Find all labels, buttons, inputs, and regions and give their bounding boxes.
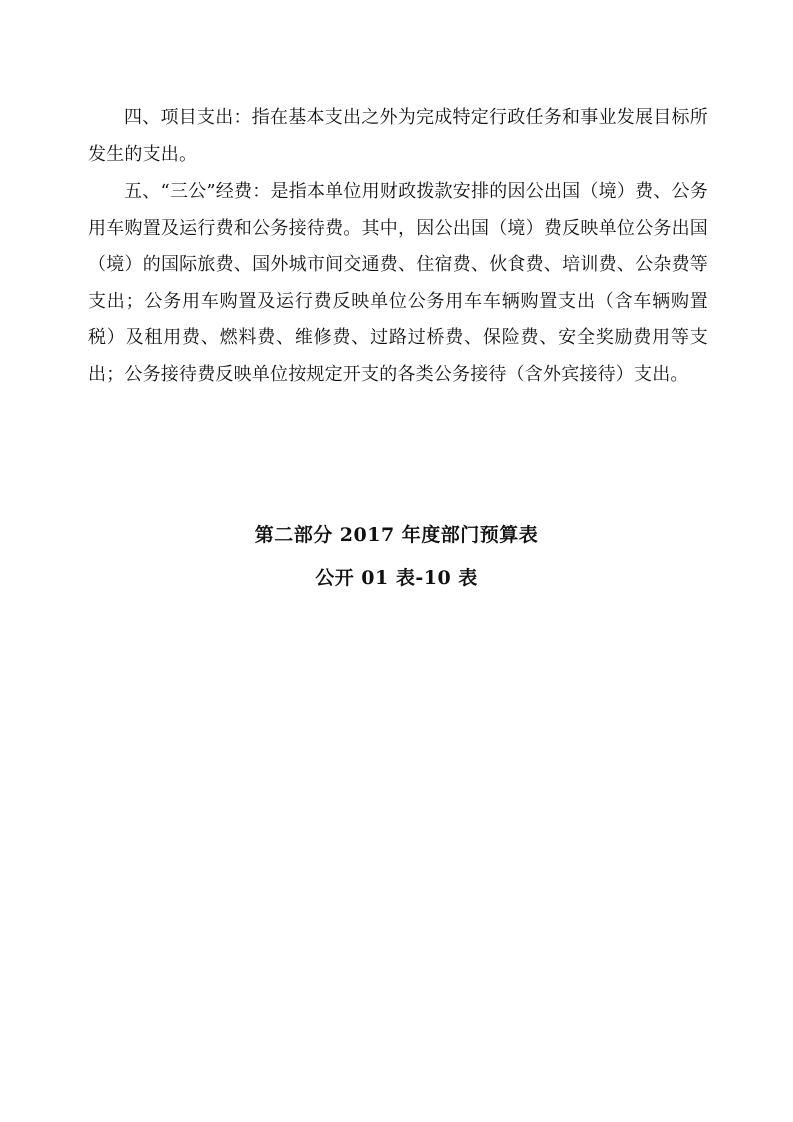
section-subtitle: 公开 01 表-10 表: [315, 567, 478, 589]
section-title: 第二部分 2017 年度部门预算表: [254, 524, 539, 546]
paragraph-project-expenditure: 四、项目支出：指在基本支出之外为完成特定行政任务和事业发展目标所发生的支出。: [88, 107, 708, 165]
paragraph-three-public-expenses: 五、“三公”经费：是指本单位用财政拨款安排的因公出国（境）费、公务用车购置及运行费和公务接待费。其中，因公出国（境）费反映单位公务出国（境）的国际旅费、国外城市间交通费、住宿费、伙食费、培训费、公杂费等支出；公务用车购置及运行费反映单位公务用车车辆购置支出（含车辆购置税）及租用费、燃料费、维修费、过路过桥费、保险费、安全奖励费用等支出；公务接待费反映单位按规定开支的各类公务接待（含外宾接待）支出。: [88, 181, 708, 385]
